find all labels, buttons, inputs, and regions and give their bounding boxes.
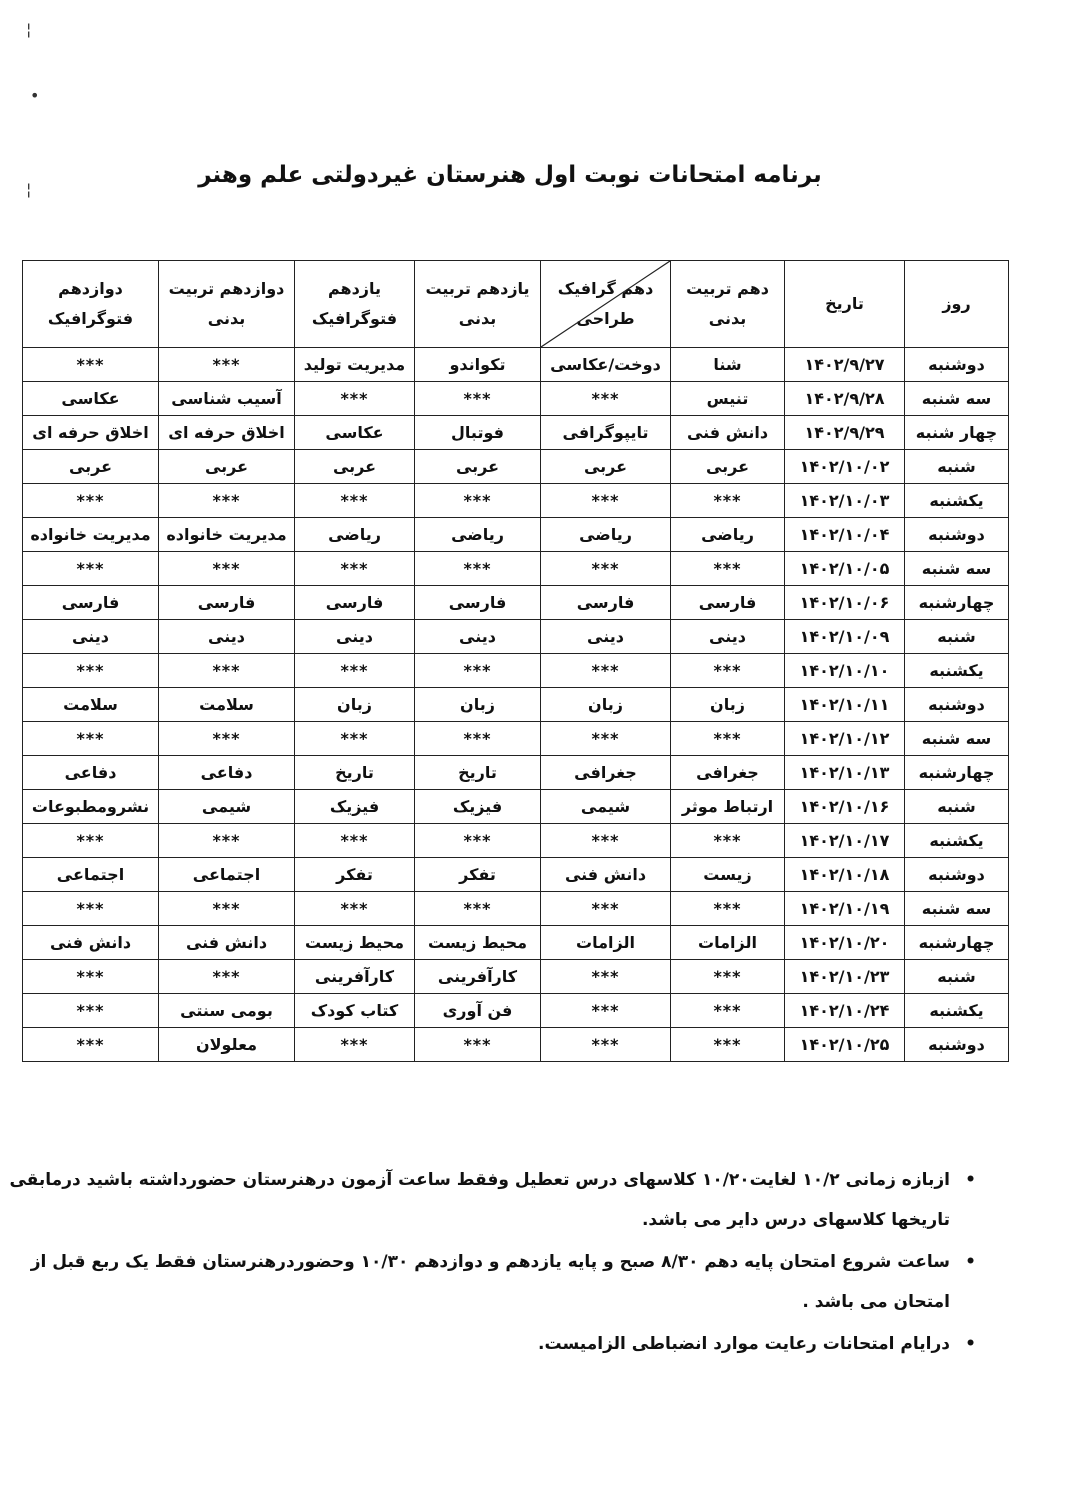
day-cell: سه شنبه [905,722,1009,756]
exam-cell: ریاضی [541,518,671,552]
exam-cell: آسیب شناسی [159,382,295,416]
exam-cell: *** [23,654,159,688]
exam-cell: *** [541,722,671,756]
table-row [23,722,1009,756]
exam-cell: سلامت [23,688,159,722]
exam-cell: جغرافی [541,756,671,790]
exam-cell: عربی [159,450,295,484]
exam-cell: *** [415,1028,541,1062]
exam-cell: مدیریت خانواده [23,518,159,552]
exam-cell: *** [415,654,541,688]
date-cell: ۱۴۰۲/۱۰/۲۰ [785,926,905,960]
exam-cell: بومی سنتی [159,994,295,1028]
exam-cell: *** [671,722,785,756]
exam-cell: تفکر [295,858,415,892]
exam-cell: دینی [295,620,415,654]
exam-cell: *** [415,824,541,858]
exam-cell: عکاسی [23,382,159,416]
column-header-line2: طراحی [576,309,635,328]
day-cell: یکشنبه [905,994,1009,1028]
date-cell: ۱۴۰۲/۱۰/۰۶ [785,586,905,620]
exam-cell: دینی [671,620,785,654]
column-header [905,261,1009,348]
exam-cell: عربی [295,450,415,484]
column-header-line1: روز [942,294,971,313]
date-cell: ۱۴۰۲/۱۰/۱۲ [785,722,905,756]
exam-cell: اخلاق حرفه ای [159,416,295,450]
column-header-line2: بدنی [708,309,747,328]
exam-cell: دفاعی [23,756,159,790]
exam-cell: *** [415,382,541,416]
day-cell: دوشنبه [905,688,1009,722]
scan-artifact: ¦ [26,180,32,199]
table-row [23,790,1009,824]
exam-cell: دینی [541,620,671,654]
column-header [23,261,159,348]
exam-cell: *** [159,348,295,382]
exam-cell: نشرومطبوعات [23,790,159,824]
table-row [23,586,1009,620]
exam-cell: فارسی [671,586,785,620]
exam-cell: کارآفرینی [415,960,541,994]
date-cell: ۱۴۰۲/۱۰/۱۷ [785,824,905,858]
exam-cell: تفکر [415,858,541,892]
column-header-line1: دهم گرافیک [557,279,654,298]
exam-cell: سلامت [159,688,295,722]
exam-cell: *** [23,1028,159,1062]
exam-schedule-table [22,260,1009,1062]
exam-cell: کارآفرینی [295,960,415,994]
exam-cell: *** [23,552,159,586]
exam-cell: محیط زیست [295,926,415,960]
exam-cell: محیط زیست [415,926,541,960]
date-cell: ۱۴۰۲/۱۰/۰۵ [785,552,905,586]
note-item [0,1324,976,1364]
exam-cell: فارسی [541,586,671,620]
exam-cell: دفاعی [159,756,295,790]
exam-cell: *** [159,654,295,688]
exam-cell: دینی [159,620,295,654]
table-row [23,348,1009,382]
exam-cell: *** [295,892,415,926]
exam-cell: *** [671,892,785,926]
exam-cell: *** [671,552,785,586]
table-row [23,688,1009,722]
exam-cell: *** [671,994,785,1028]
day-cell: دوشنبه [905,1028,1009,1062]
date-cell: ۱۴۰۲/۹/۲۷ [785,348,905,382]
exam-cell: ریاضی [415,518,541,552]
exam-cell: دینی [23,620,159,654]
exam-cell: تایپوگرافی [541,416,671,450]
exam-cell: *** [295,552,415,586]
exam-cell: *** [415,484,541,518]
exam-cell: *** [23,960,159,994]
column-header-line2: بدنی [458,309,497,328]
bullet-icon: • [965,1252,976,1272]
exam-cell: *** [295,654,415,688]
exam-cell: مدیریت تولید [295,348,415,382]
date-cell: ۱۴۰۲/۹/۲۸ [785,382,905,416]
table-row [23,484,1009,518]
exam-cell: تنیس [671,382,785,416]
exam-cell: *** [23,892,159,926]
day-cell: شنبه [905,960,1009,994]
day-cell: سه شنبه [905,552,1009,586]
day-cell: یکشنبه [905,654,1009,688]
exam-cell: زبان [295,688,415,722]
exam-cell: عربی [671,450,785,484]
day-cell: چهارشنبه [905,586,1009,620]
column-header-line2: فتوگرافیک [311,309,398,328]
exam-cell: مدیریت خانواده [159,518,295,552]
exam-cell: *** [671,484,785,518]
column-header [785,261,905,348]
table-header-row [23,261,1009,348]
note-text: درایام امتحانات رعایت موارد انضباطی الزامیست. [538,1334,950,1354]
exam-cell: *** [415,892,541,926]
exam-cell: الزامات [541,926,671,960]
exam-cell: *** [541,382,671,416]
exam-cell: *** [23,348,159,382]
column-header-line1: یازدهم [327,279,382,298]
exam-cell: دانش فنی [671,416,785,450]
day-cell: سه شنبه [905,892,1009,926]
exam-cell: فن آوری [415,994,541,1028]
exam-cell: اجتماعی [23,858,159,892]
exam-cell: شنا [671,348,785,382]
bullet-icon: • [965,1334,976,1354]
table-row [23,824,1009,858]
date-cell: ۱۴۰۲/۱۰/۰۳ [785,484,905,518]
exam-cell: تاریخ [415,756,541,790]
table-row [23,552,1009,586]
bullet-icon: • [965,1170,976,1190]
table-row [23,654,1009,688]
exam-cell: فوتبال [415,416,541,450]
exam-cell: اجتماعی [159,858,295,892]
date-cell: ۱۴۰۲/۱۰/۱۳ [785,756,905,790]
exam-cell: *** [541,484,671,518]
date-cell: ۱۴۰۲/۱۰/۱۸ [785,858,905,892]
column-header [671,261,785,348]
exam-cell: تکواندو [415,348,541,382]
note-text: ساعت شروع امتحان پایه دهم ۸/۳۰ صبح و پایه یازدهم و دوازدهم ۱۰/۳۰ وحضوردرهنرستان فقط یک ربع قبل از امتحان می باشد . [30,1252,950,1312]
exam-cell: *** [541,994,671,1028]
column-header [295,261,415,348]
exam-cell: *** [159,552,295,586]
column-header-line1: دهم تربیت [686,279,769,298]
exam-cell: دانش فنی [541,858,671,892]
exam-cell: *** [23,484,159,518]
table-row [23,858,1009,892]
day-cell: شنبه [905,620,1009,654]
date-cell: ۱۴۰۲/۱۰/۰۴ [785,518,905,552]
day-cell: یکشنبه [905,484,1009,518]
day-cell: چهارشنبه [905,926,1009,960]
exam-cell: تاریخ [295,756,415,790]
date-cell: ۱۴۰۲/۱۰/۲۳ [785,960,905,994]
page-title: برنامه امتحانات نوبت اول هنرستان غیردولتی علم وهنر [198,162,822,188]
exam-cell: *** [541,892,671,926]
exam-cell: *** [295,824,415,858]
column-header-line1: دوازدهم تربیت [168,279,285,298]
exam-cell: *** [159,892,295,926]
exam-cell: *** [159,960,295,994]
table-body [23,348,1009,1062]
exam-cell: دانش فنی [159,926,295,960]
day-cell: دوشنبه [905,858,1009,892]
exam-cell: *** [295,722,415,756]
exam-cell: *** [23,994,159,1028]
exam-cell: دانش فنی [23,926,159,960]
exam-cell: کتاب کودک [295,994,415,1028]
date-cell: ۱۴۰۲/۱۰/۱۱ [785,688,905,722]
date-cell: ۱۴۰۲/۱۰/۰۹ [785,620,905,654]
exam-cell: *** [541,824,671,858]
exam-cell: فارسی [159,586,295,620]
exam-cell: فیزیک [415,790,541,824]
table-row [23,518,1009,552]
exam-cell: عربی [415,450,541,484]
column-header [541,261,671,348]
notes-list [0,1160,976,1366]
column-header-line1: دوازدهم [58,279,123,298]
table-row [23,416,1009,450]
exam-cell: *** [541,1028,671,1062]
exam-cell: *** [671,824,785,858]
exam-cell: *** [541,654,671,688]
exam-cell: دینی [415,620,541,654]
note-item [0,1242,976,1322]
day-cell: یکشنبه [905,824,1009,858]
table-row [23,450,1009,484]
day-cell: دوشنبه [905,518,1009,552]
day-cell: چهار شنبه [905,416,1009,450]
column-header [159,261,295,348]
exam-cell: فیزیک [295,790,415,824]
note-text: ازبازه زمانی ۱۰/۲ لغایت۱۰/۲۰ کلاسهای درس تعطیل وفقط ساعت آزمون درهنرستان حضورداشته باشید درمابقی تاریخها کلاسهای درس دایر می باشد. [9,1170,950,1230]
table-row [23,756,1009,790]
exam-cell: جغرافی [671,756,785,790]
exam-cell: زبان [415,688,541,722]
table-row [23,892,1009,926]
exam-cell: *** [671,654,785,688]
table-row [23,620,1009,654]
note-item [0,1160,976,1240]
scan-artifact: • [30,86,40,105]
table-row [23,926,1009,960]
exam-cell: *** [295,484,415,518]
date-cell: ۱۴۰۲/۱۰/۱۹ [785,892,905,926]
exam-cell: ریاضی [671,518,785,552]
day-cell: شنبه [905,450,1009,484]
day-cell: چهارشنبه [905,756,1009,790]
exam-cell: عربی [23,450,159,484]
exam-cell: *** [159,824,295,858]
table-row [23,382,1009,416]
column-header-line1: یازدهم تربیت [425,279,530,298]
column-header-line1: تاریخ [825,294,864,313]
day-cell: شنبه [905,790,1009,824]
exam-cell: فارسی [23,586,159,620]
exam-cell: زبان [541,688,671,722]
table-row [23,994,1009,1028]
date-cell: ۱۴۰۲/۱۰/۲۴ [785,994,905,1028]
exam-cell: *** [295,382,415,416]
exam-cell: زیست [671,858,785,892]
exam-cell: زبان [671,688,785,722]
exam-cell: *** [415,552,541,586]
diagonal-divider [541,261,670,347]
exam-cell: عربی [541,450,671,484]
exam-cell: فارسی [295,586,415,620]
table-row [23,960,1009,994]
exam-cell: *** [671,960,785,994]
exam-cell: *** [415,722,541,756]
exam-cell: معلولان [159,1028,295,1062]
exam-cell: *** [23,824,159,858]
exam-cell: شیمی [159,790,295,824]
exam-cell: ارتباط موثر [671,790,785,824]
date-cell: ۱۴۰۲/۱۰/۲۵ [785,1028,905,1062]
date-cell: ۱۴۰۲/۱۰/۰۲ [785,450,905,484]
table-row [23,1028,1009,1062]
column-header [415,261,541,348]
exam-cell: اخلاق حرفه ای [23,416,159,450]
exam-cell: شیمی [541,790,671,824]
exam-cell: ریاضی [295,518,415,552]
exam-cell: *** [295,1028,415,1062]
date-cell: ۱۴۰۲/۱۰/۱۰ [785,654,905,688]
exam-cell: فارسی [415,586,541,620]
exam-cell: *** [159,484,295,518]
exam-cell: دوخت/عکاسی [541,348,671,382]
day-cell: دوشنبه [905,348,1009,382]
exam-cell: عکاسی [295,416,415,450]
column-header-line2: فتوگرافیک [47,309,134,328]
scan-artifact: ¦ [26,20,32,39]
exam-cell: *** [159,722,295,756]
exam-cell: *** [541,960,671,994]
day-cell: سه شنبه [905,382,1009,416]
column-header-line2: بدنی [207,309,246,328]
date-cell: ۱۴۰۲/۱۰/۱۶ [785,790,905,824]
exam-cell: *** [541,552,671,586]
exam-cell: الزامات [671,926,785,960]
exam-cell: *** [671,1028,785,1062]
exam-cell: *** [23,722,159,756]
date-cell: ۱۴۰۲/۹/۲۹ [785,416,905,450]
